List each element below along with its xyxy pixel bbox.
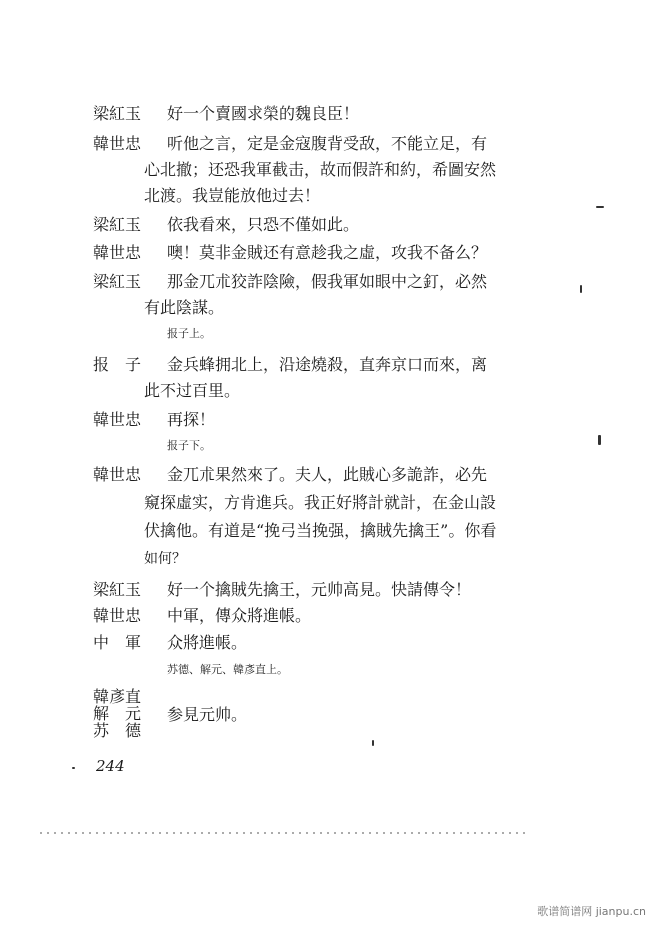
stage-direction: 苏德、解元、韓彥直上。 xyxy=(167,663,288,676)
speaker-label: 梁紅玉 xyxy=(93,272,142,291)
speaker-label: 韓世忠 xyxy=(93,134,142,153)
stage-direction: 报子上。 xyxy=(167,327,211,340)
speaker-label: 韓世忠 xyxy=(93,243,142,262)
dialogue-line: 好一个賣國求榮的魏良臣！ xyxy=(167,104,360,123)
scan-speck xyxy=(580,285,582,293)
speaker-label: 韓世忠 xyxy=(93,465,142,484)
scan-speck xyxy=(372,740,374,746)
dialogue-line: 噢！莫非金賊还有意趁我之虛，攻我不备么？ xyxy=(167,243,488,262)
dialogue-line: 依我看來，只恐不僅如此。 xyxy=(167,215,360,234)
scan-speck xyxy=(596,206,604,208)
dialogue-line: 心北撤；还恐我軍截击，故而假許和約，希圖安然 xyxy=(144,160,497,179)
dialogue-line: 北渡。我豈能放他过去！ xyxy=(144,186,321,205)
dialogue-line: 金兵蜂拥北上，沿途燒殺，直奔京口而來，离 xyxy=(167,355,488,374)
dialogue-line: 好一个擒賊先擒王，元帅高見。快請傳令！ xyxy=(167,580,472,599)
scan-speck xyxy=(598,435,601,445)
dialogue-line: 金兀朮果然來了。夫人，此賊心多詭詐，必先 xyxy=(167,465,488,484)
speaker-label: 韓世忠 xyxy=(93,606,142,625)
dialogue-line: 窺探虛实，方肯進兵。我正好將計就計，在金山設 xyxy=(144,493,497,512)
stage-direction: 报子下。 xyxy=(167,439,211,452)
dialogue-line: 伏擒他。有道是“挽弓当挽强，擒賊先擒王”。你看 xyxy=(144,521,497,540)
speaker-label: 苏 德 xyxy=(93,721,142,740)
dialogue-line: 众將進帳。 xyxy=(167,633,248,652)
scan-noise-dots xyxy=(40,832,530,836)
scan-speck xyxy=(72,767,75,769)
page-number: 244 xyxy=(96,757,125,775)
watermark: 歌谱简谱网 jianpu.cn xyxy=(537,905,646,918)
dialogue-line: 如何？ xyxy=(144,551,186,567)
dialogue-line: 此不过百里。 xyxy=(144,381,241,400)
speaker-label: 解 元 xyxy=(93,704,142,723)
speaker-label: 梁紅玉 xyxy=(93,104,142,123)
speaker-label: 中 軍 xyxy=(93,633,142,652)
dialogue-line: 再探！ xyxy=(167,410,216,429)
dialogue-line: 中軍，傳众將進帳。 xyxy=(167,606,312,625)
speaker-label: 梁紅玉 xyxy=(93,215,142,234)
speaker-label: 韓世忠 xyxy=(93,410,142,429)
speaker-label: 报 子 xyxy=(93,355,142,374)
dialogue-line: 参見元帅。 xyxy=(167,705,248,724)
dialogue-line: 有此陰謀。 xyxy=(144,298,225,317)
dialogue-line: 听他之言，定是金寇腹背受敌，不能立足，有 xyxy=(167,134,488,153)
speaker-label: 韓彥直 xyxy=(93,687,142,706)
speaker-label: 梁紅玉 xyxy=(93,580,142,599)
dialogue-line: 那金兀朮狡詐陰險，假我軍如眼中之釘，必然 xyxy=(167,272,488,291)
